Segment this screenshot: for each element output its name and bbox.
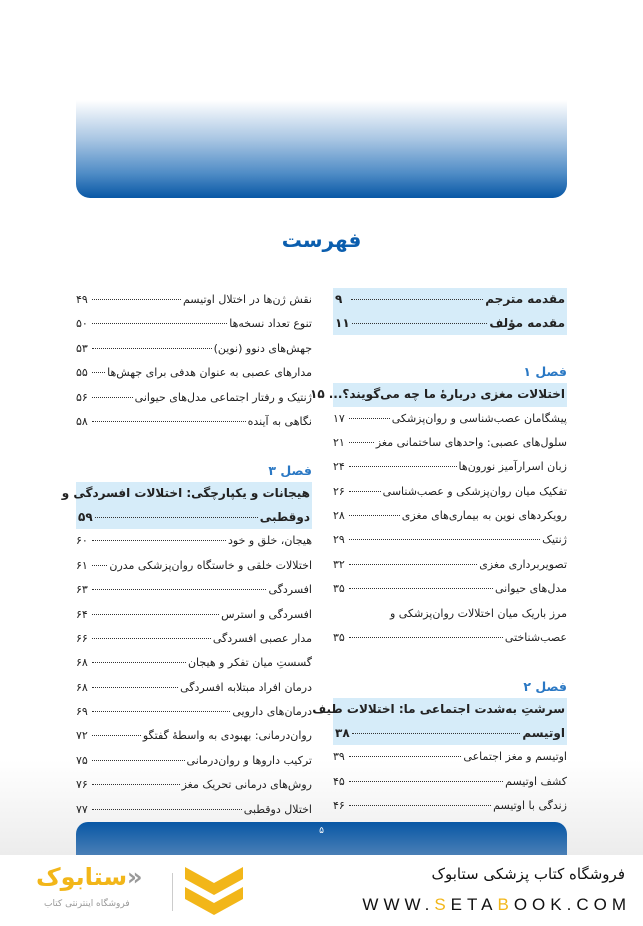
entry-title: تصویربرداری مغزی: [479, 557, 567, 571]
entry-title: مدل‌های حیوانی: [494, 582, 567, 596]
store-ad-banner: [0, 855, 643, 926]
dot-leader: [349, 564, 477, 565]
toc-entry[interactable]: [76, 603, 312, 627]
url-part: B: [497, 895, 514, 914]
entry-title: تفکیک میان روان‌پزشکی و عصب‌شناسی: [382, 484, 567, 498]
toc-entry[interactable]: [333, 770, 567, 794]
entry-title: اوتیسم و مغز اجتماعی: [463, 750, 567, 764]
dot-leader: [349, 539, 540, 540]
entry-page: ۴۹: [76, 293, 88, 306]
entry-title: گسستِ میان تفکر و هیجان: [187, 656, 312, 670]
toc-entry[interactable]: [76, 386, 312, 410]
entry-title: مقدمه مترجم: [485, 292, 565, 306]
toc-entry[interactable]: [333, 407, 567, 431]
chapter-heading[interactable]: [312, 698, 567, 745]
dot-leader: [92, 299, 181, 300]
entry-page: ۳۵: [333, 582, 345, 596]
logo-divider: [172, 873, 173, 911]
toc-entry[interactable]: [76, 337, 312, 361]
entry-title: افسردگی و استرس: [221, 607, 312, 621]
dot-leader: [92, 565, 107, 566]
entry-title: سلول‌های عصبی: واحدهای ساختمانی مغز: [375, 435, 567, 449]
toc-entry-line[interactable]: [333, 602, 567, 626]
entry-page: ۳۹: [333, 750, 345, 764]
entry-page: ۴۵: [333, 774, 345, 788]
dot-leader: [95, 517, 258, 518]
entry-title: مقدمه مؤلف: [489, 315, 565, 330]
entry-page: ۶۴: [76, 607, 88, 621]
entry-page: ۵۰: [76, 317, 88, 331]
page-title: فهرست: [281, 228, 362, 252]
toc-entry[interactable]: [333, 480, 567, 504]
entry-page: ۶۸: [76, 656, 88, 670]
url-part: S: [434, 895, 451, 914]
entry-page: ۵۵: [76, 366, 88, 380]
entry-title: اختلالات خلقی و خاستگاه روان‌پزشکی مدرن: [109, 558, 312, 572]
toc-entry[interactable]: [76, 676, 312, 700]
toc-right-column: [310, 288, 567, 819]
entry-title: زندگی با اوتیسم: [493, 799, 567, 813]
toc-entry[interactable]: [76, 288, 312, 312]
dot-leader: [92, 809, 242, 810]
toc-entry[interactable]: [333, 455, 567, 479]
entry-title: تنوع تعداد نسخه‌ها: [229, 317, 312, 331]
entry-page: ۷۷: [76, 802, 88, 816]
toc-entry[interactable]: [76, 773, 312, 797]
entry-page: ۲۸: [333, 509, 345, 523]
toc-entry[interactable]: [333, 626, 567, 650]
chapter-heading[interactable]: [310, 383, 567, 407]
entry-title: افسردگی: [268, 583, 312, 597]
dot-leader: [92, 397, 133, 398]
entry-page: ۱۱: [335, 315, 350, 330]
toc-entry[interactable]: [333, 745, 567, 769]
toc-entry[interactable]: [76, 700, 312, 724]
entry-title: مدارهای عصبی به عنوان هدفی برای جهش‌ها: [107, 366, 312, 380]
dot-leader: [92, 687, 178, 688]
toc-entry[interactable]: [333, 794, 567, 818]
entry-title: روش‌های درمانی تحریک مغز: [181, 778, 312, 792]
toc-left-column: [61, 288, 312, 822]
logo-wordmark: «ستابوک: [36, 863, 143, 891]
entry-page: ۵۹: [78, 509, 93, 524]
chapter-label: فصل ۳: [268, 463, 312, 479]
url-part: WWW.: [362, 895, 435, 914]
dot-leader: [349, 491, 381, 492]
toc-entry[interactable]: [76, 529, 312, 553]
entry-title: ژنتیک: [542, 533, 567, 547]
chapter-label: فصل ۲: [523, 679, 567, 695]
entry-page: ۶۰: [76, 534, 88, 548]
toc-entry[interactable]: [76, 361, 312, 385]
intro-box: [333, 288, 567, 335]
entry-title: اختلال دوقطبی: [243, 802, 312, 816]
chapter-label: فصل ۱: [523, 364, 567, 379]
setabook-logo-icon: [183, 865, 245, 917]
entry-page: ۳۸: [335, 725, 350, 740]
dot-leader: [92, 614, 219, 615]
entry-title: پیشگامان عصب‌شناسی و روان‌پزشکی: [391, 411, 567, 425]
entry-title: سرشتِ به‌شدت اجتماعی ما: اختلالات طیف: [312, 702, 565, 717]
entry-page: ۷۵: [76, 753, 88, 767]
entry-title: نگاهی به آینده: [247, 414, 312, 428]
toc-entry[interactable]: [335, 722, 565, 746]
entry-page: ۲۱: [333, 435, 345, 449]
url-part: ETA: [450, 895, 498, 914]
dot-leader: [92, 348, 212, 349]
entry-page: ۲۹: [333, 533, 345, 547]
toc-entry[interactable]: [333, 504, 567, 528]
entry-title: زبان اسرارآمیز نورون‌ها: [458, 460, 567, 474]
toc-entry[interactable]: [76, 578, 312, 602]
dot-leader: [352, 733, 521, 734]
entry-title: روان‌درمانی: بهبودی به واسطهٔ گفتگو: [142, 729, 312, 743]
logo-subtitle: فروشگاه اینترنتی کتاب: [44, 899, 130, 909]
dot-leader: [92, 372, 105, 373]
store-title: فروشگاه کتاب پزشکی ستابوک: [431, 865, 625, 883]
dot-leader: [349, 781, 503, 782]
toc-entry[interactable]: [76, 312, 312, 336]
entry-page: ۵۳: [76, 341, 88, 355]
dot-leader: [92, 323, 227, 324]
entry-page: ۵۸: [76, 414, 88, 428]
entry-page: ۷۶: [76, 778, 88, 792]
entry-page: ۶۳: [76, 583, 88, 597]
toc-entry-line[interactable]: [312, 698, 565, 722]
toc-entry[interactable]: [76, 554, 312, 578]
entry-page: ۱۷: [333, 411, 345, 425]
dot-leader: [349, 515, 400, 516]
dot-leader: [92, 540, 226, 541]
toc-entry[interactable]: [333, 528, 567, 552]
entry-page: ۶۶: [76, 631, 88, 645]
footer-bar: [76, 822, 567, 855]
entry-title: اوتیسم: [522, 725, 565, 740]
entry-title: درمان افراد مبتلابه افسردگی: [180, 680, 312, 694]
entry-page: ۶۱: [76, 558, 88, 572]
dot-leader: [349, 805, 491, 806]
toc-entry[interactable]: [78, 506, 310, 530]
entry-title: مرز باریک میان اختلالات روان‌پزشکی و: [389, 606, 567, 620]
toc-entry[interactable]: [76, 749, 312, 773]
dot-leader: [92, 735, 141, 736]
dot-leader: [92, 662, 186, 663]
dot-leader: [349, 637, 503, 638]
dot-leader: [92, 760, 185, 761]
dot-leader: [349, 418, 390, 419]
entry-title: کشف اوتیسم: [505, 774, 567, 788]
entry-page: ۹: [335, 292, 343, 306]
entry-title: هیجان، خلق و خود: [228, 534, 312, 548]
dot-leader: [92, 589, 266, 590]
entry-title: ژنتیک و رفتار اجتماعی مدل‌های حیوانی: [134, 390, 312, 404]
toc-entry[interactable]: [76, 410, 312, 434]
store-url[interactable]: [362, 895, 631, 915]
url-part: OOK.COM: [513, 895, 631, 914]
entry-page: ۲۴: [333, 460, 345, 474]
dot-leader: [92, 638, 211, 639]
dot-leader: [92, 784, 180, 785]
entry-page: ۵۶: [76, 390, 88, 404]
toc-entry[interactable]: [76, 651, 312, 675]
toc-entry[interactable]: [333, 577, 567, 601]
toc-entry[interactable]: [335, 288, 565, 312]
dot-leader: [349, 756, 461, 757]
toc-entry[interactable]: [333, 553, 567, 577]
entry-title: دوقطبی: [259, 509, 310, 524]
entry-title: درمان‌های دارویی: [232, 705, 312, 719]
entry-title: اختلالات مغزی دربارهٔ ما چه می‌گویند؟...: [328, 387, 565, 401]
entry-page: ۷۲: [76, 729, 88, 743]
toc-entry[interactable]: [76, 627, 312, 651]
dot-leader: [92, 711, 230, 712]
entry-page: ۳۵: [333, 631, 345, 645]
toc-entry[interactable]: [76, 724, 312, 748]
entry-title: هیجانات و یکپارچگی: اختلالات افسردگی و: [61, 486, 310, 501]
toc-entry[interactable]: [335, 312, 565, 336]
entry-title: ترکیب داروها و روان‌درمانی: [186, 753, 312, 767]
entry-page: ۲۶: [333, 484, 345, 498]
toc-entry[interactable]: [333, 431, 567, 455]
entry-title: مدار عصبی افسردگی: [212, 631, 312, 645]
entry-title: عصب‌شناختی: [504, 631, 567, 645]
header-banner: [76, 100, 567, 198]
toc-entry[interactable]: [310, 383, 565, 407]
dot-leader: [349, 442, 374, 443]
entry-page: ۳۲: [333, 557, 345, 571]
dot-leader: [92, 421, 246, 422]
dot-leader: [352, 323, 488, 324]
dot-leader: [349, 588, 493, 589]
entry-page: ۱۵: [310, 387, 325, 401]
entry-page: ۶۹: [76, 705, 88, 719]
entry-page: ۴۶: [333, 799, 345, 813]
entry-page: ۶۸: [76, 680, 88, 694]
dot-leader: [349, 466, 457, 467]
entry-title: نقش ژن‌ها در اختلال اوتیسم: [182, 293, 312, 306]
chapter-heading[interactable]: [61, 482, 312, 529]
entry-title: جهش‌های دنوو (نوین): [213, 341, 312, 355]
dot-leader: [351, 299, 483, 300]
page-number: ۵: [319, 826, 324, 836]
toc-entry[interactable]: [76, 798, 312, 822]
toc-entry-line[interactable]: [61, 482, 310, 506]
entry-title: رویکردهای نوین به بیماری‌های مغزی: [401, 509, 567, 523]
